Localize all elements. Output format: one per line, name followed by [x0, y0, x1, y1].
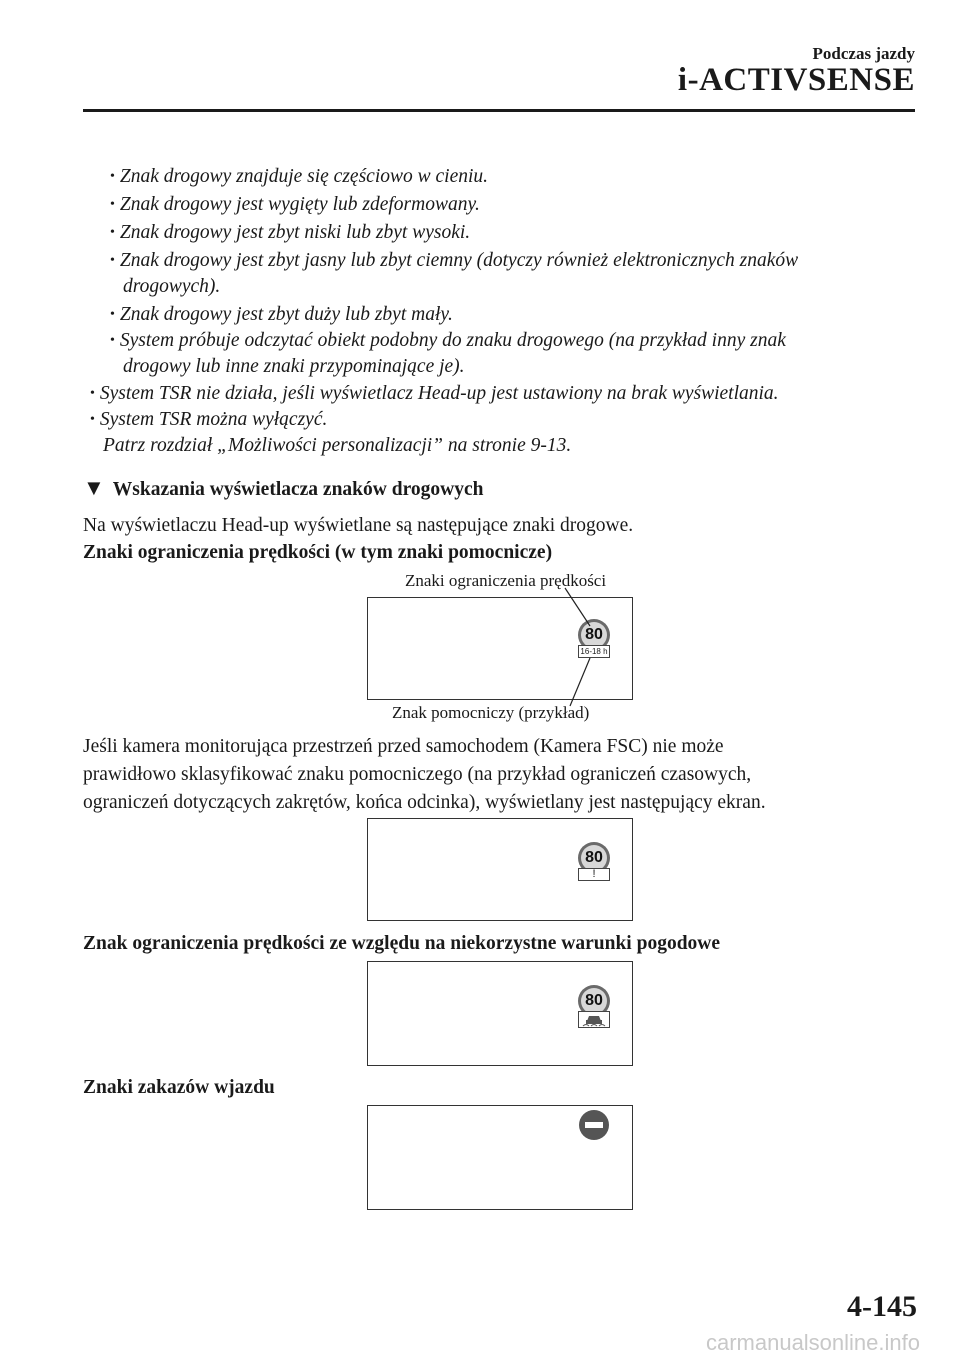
auxiliary-plate: 16-18 h [578, 645, 610, 658]
section-title: ▼ Wskazania wyświetlacza znaków drogowych [83, 475, 484, 500]
section-header: Podczas jazdy [812, 44, 915, 63]
list-item: • Znak drogowy jest wygięty lub zdeformowany. [110, 194, 480, 215]
list-item: • Znak drogowy jest zbyt jasny lub zbyt ciemny (dotyczy również elektronicznych znaków [110, 250, 799, 271]
no-entry-sign-icon [579, 1110, 609, 1140]
callout-lines [540, 586, 600, 711]
list-item: • System TSR nie działa, jeśli wyświetlacz Head-up jest ustawiony na brak wyświetlania. [90, 383, 779, 404]
list-item-continued: drogowy lub inne znaki przypominające je). [123, 356, 465, 377]
list-item: • System TSR można wyłączyć. [90, 409, 328, 430]
no-entry-heading: Znaki zakazów wjazdu [83, 1077, 275, 1098]
page-number: 4-145 [847, 1290, 917, 1323]
paragraph-line: ograniczeń dotyczących zakrętów, końca odcinka), wyświetlany jest następujący ekran. [83, 792, 766, 813]
list-item: • Znak drogowy jest zbyt niski lub zbyt wysoki. [110, 222, 471, 243]
speed-limit-sign-icon: 80 [578, 619, 610, 651]
paragraph-line: prawidłowo sklasyfikować znaku pomocniczego (na przykład ograniczeń czasowych, [83, 764, 752, 785]
triangle-marker-icon: ▼ [83, 475, 105, 500]
cross-reference: Patrz rozdział „Możliwości personalizacji” na stronie 9-13. [103, 435, 572, 456]
weather-speed-heading: Znak ograniczenia prędkości ze względu na niekorzystne warunki pogodowe [83, 933, 721, 954]
unknown-auxiliary-plate: ! [578, 868, 610, 881]
speed-limit-heading: Znaki ograniczenia prędkości (w tym znaki pomocnicze) [83, 542, 553, 563]
list-item-continued: drogowych). [123, 276, 221, 297]
list-item: • Znak drogowy jest zbyt duży lub zbyt mały. [110, 304, 453, 325]
paragraph-line: Jeśli kamera monitorująca przestrzeń przed samochodem (Kamera FSC) nie może [83, 736, 724, 757]
speed-limit-sign-icon: 80 [578, 842, 610, 874]
chapter-title: i-ACTIVSENSE [677, 62, 915, 98]
header-rule [83, 109, 915, 112]
speed-limit-sign-icon: 80 [578, 985, 610, 1017]
slippery-road-car-icon [578, 1011, 610, 1028]
watermark: carmanualsonline.info [705, 1330, 920, 1355]
intro-text: Na wyświetlaczu Head-up wyświetlane są następujące znaki drogowe. [83, 515, 634, 536]
callout-speed-signs: Znaki ograniczenia prędkości [405, 571, 607, 590]
list-item: • Znak drogowy znajduje się częściowo w cieniu. [110, 166, 489, 187]
callout-auxiliary-sign: Znak pomocniczy (przykład) [392, 703, 590, 722]
list-item: • System próbuje odczytać obiekt podobny do znaku drogowego (na przykład inny znak [110, 330, 786, 351]
